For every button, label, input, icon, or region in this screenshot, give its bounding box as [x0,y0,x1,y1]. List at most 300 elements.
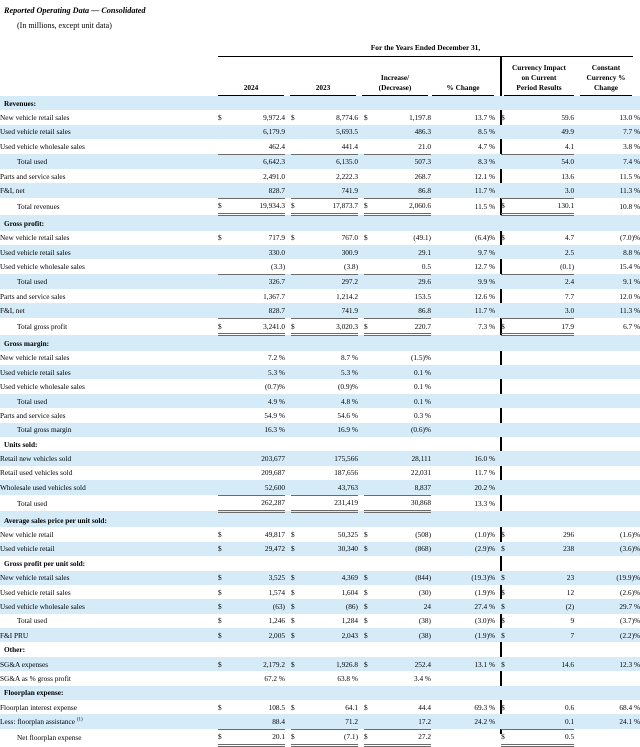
col-header-increase: Increase/ (Decrease) [362,73,428,93]
value-2023: 4.8 % [303,394,358,408]
row-label: Total used [0,394,218,408]
row-label: Used vehicle wholesale sales [0,382,85,392]
value-constant-currency-pct: 24.1 % [574,714,640,729]
currency-symbol [218,466,230,480]
value-currency-impact [513,671,574,685]
row-label: Parts and service sales [0,171,66,181]
table-row [0,198,640,214]
row-label: Total used [0,154,218,169]
value-constant-currency-pct: 11.5 % [619,171,640,181]
currency-symbol: $ [218,542,230,556]
currency-symbol: $ [218,657,230,671]
value-2024: 2,005 [230,628,285,642]
currency-symbol: $ [364,616,368,626]
row-label: Used vehicle retail sales [0,125,218,139]
currency-symbol [218,245,230,259]
currency-symbol [364,408,376,422]
value-currency-impact: 4.1 [564,141,575,151]
value-increase: (844) [376,571,431,585]
value-pct-change [431,351,495,365]
value-currency-impact [513,480,574,495]
value-constant-currency-pct: 13.0 % [619,113,640,123]
table-row [0,451,640,465]
col-header-constant-currency: Constant Currency % Change [580,63,632,93]
value-constant-currency-pct [574,394,640,408]
section-title: Revenues: [0,96,495,110]
currency-symbol: $ [218,599,230,613]
value-currency-impact [513,466,574,480]
value-2023: 1,604 [341,587,358,597]
value-pct-change: 27.4 % [431,599,495,613]
section-header-gp-per-unit [0,556,640,570]
currency-symbol: $ [218,113,222,123]
currency-symbol: $ [501,628,513,642]
value-2024: 1,246 [268,616,285,626]
value-pct-change: 12.1 % [474,171,496,181]
currency-symbol: $ [218,198,230,214]
table-row [0,700,640,714]
table-row [0,139,640,154]
value-pct-change: 13.7 % [474,113,496,123]
section-header-floorplan [0,686,640,700]
currency-symbol: $ [501,571,513,585]
value-pct-change: 12.6 % [474,291,496,301]
value-increase: 2,060.6 [376,198,431,214]
row-label: F&I, net [0,303,218,318]
currency-symbol: $ [501,702,505,712]
table-row [0,154,640,169]
value-constant-currency-pct: 7.7 % [574,125,640,139]
value-pct-change: 4.7 % [478,142,496,152]
value-2024: 1,367.7 [263,291,285,301]
footnote-marker: (1) [76,717,83,723]
value-2024: 20.1 [230,729,285,745]
value-increase: (49.1) [413,233,431,243]
section-header-avg-price [0,511,640,527]
currency-symbol: $ [218,616,222,626]
value-2023: 231,419 [303,495,358,511]
value-currency-impact: 130.1 [513,198,574,214]
value-increase: 486.3 [376,125,431,139]
value-2023: 2,043 [303,628,358,642]
currency-symbol: $ [364,628,376,642]
value-2023: 187,656 [334,468,358,478]
currency-symbol [501,714,513,729]
row-label: Wholesale used vehicles sold [0,480,218,495]
value-increase: 0.5 [421,261,431,271]
col-header-pct-change: % Change [432,83,494,93]
currency-symbol [501,671,513,685]
currency-symbol [291,351,303,365]
value-increase: 30,868 [376,495,431,511]
value-increase: (30) [418,587,431,597]
value-pct-change [431,729,495,745]
table-row [0,110,640,124]
value-2023: 2,222.3 [336,171,358,181]
value-pct-change: (1.9)% [475,587,496,597]
value-2024: 9,972.4 [263,113,285,123]
value-increase: 0.1 % [413,382,431,392]
row-label: New vehicle retail sales [0,233,70,243]
value-currency-impact: 54.0 [513,154,574,169]
value-2024: 330.0 [230,245,285,259]
table-row [0,408,640,422]
value-pct-change: 11.7 % [431,183,495,198]
currency-symbol: $ [291,198,303,214]
value-pct-change: 9.9 % [431,274,495,289]
value-constant-currency-pct: 8.8 % [574,245,640,259]
value-currency-impact: 7.7 [564,291,575,301]
currency-symbol [501,480,513,495]
col-header-2024: 2024 [218,83,284,93]
row-label: Less: floorplan assistance $^{(1)}$ [0,714,218,729]
currency-symbol: $ [501,599,513,613]
currency-symbol [291,169,303,183]
currency-symbol [218,303,230,318]
value-currency-impact: 7 [513,628,574,642]
row-label: Total gross profit [17,322,68,332]
table-row [0,571,640,585]
section-title: Other: [4,645,26,655]
currency-symbol [291,303,303,318]
value-pct-change: 11.7 % [431,303,495,318]
table-row [0,125,640,139]
currency-symbol [501,351,513,365]
value-pct-change: (1.9)% [431,628,495,642]
col-header-2023: 2023 [290,83,356,93]
row-label: Total revenues [17,201,60,211]
value-2024: 828.7 [230,303,285,318]
value-currency-impact: (2) [513,599,574,613]
currency-symbol [291,408,303,422]
value-constant-currency-pct: (7.0)% [620,233,640,243]
value-2023: 1,214.2 [336,291,358,301]
table-row [0,657,640,671]
value-2023: (7.1) [303,729,358,745]
value-2024: 108.5 [268,702,285,712]
table-row [0,542,640,556]
value-constant-currency-pct: (1.6)% [620,530,640,540]
value-increase: 86.8 [376,183,431,198]
currency-symbol [291,274,303,289]
currency-symbol [218,259,230,274]
value-2024: 5.3 % [230,365,285,379]
period-header-rule [218,56,633,57]
currency-symbol [364,351,376,365]
table-row [0,599,640,613]
value-pct-change: 8.3 % [431,154,495,169]
value-pct-change [431,671,495,685]
currency-symbol [364,259,376,274]
value-2023: 71.2 [303,714,358,729]
value-constant-currency-pct [574,495,640,511]
currency-symbol [218,423,230,437]
value-pct-change [431,423,495,437]
col-header-currency-impact: Currency Impact on Current Period Results [504,63,574,93]
row-label: Retail new vehicles sold [0,451,218,465]
table-row [0,259,640,274]
row-label: F&I, net [0,183,218,198]
value-increase: 29.1 [376,245,431,259]
currency-symbol [291,714,303,729]
currency-symbol [218,394,230,408]
value-pct-change [431,394,495,408]
currency-symbol: $ [291,657,303,671]
currency-symbol [291,125,303,139]
value-2023: 3,020.3 [303,318,358,334]
currency-symbol [501,125,513,139]
value-pct-change: 20.2 % [431,480,495,495]
currency-symbol: $ [291,729,303,745]
value-currency-impact: 3.0 [513,303,574,318]
value-2023: 50,325 [337,530,358,540]
currency-symbol [218,408,230,422]
value-increase: 0.1 % [376,365,431,379]
currency-symbol [364,154,376,169]
value-currency-impact [513,394,574,408]
currency-symbol: $ [501,530,505,540]
value-2024: 209,687 [261,468,285,478]
value-constant-currency-pct: 7.4 % [574,154,640,169]
table-row [0,628,640,642]
value-pct-change: 11.5 % [474,201,496,211]
row-label: New vehicle retail sales [0,353,70,363]
value-2023: 43,763 [303,480,358,495]
value-2024: 6,642.3 [230,154,285,169]
table-row [0,289,640,303]
value-2024: 29,472 [230,542,285,556]
currency-symbol [501,423,513,437]
value-2023: 8.7 % [340,353,358,363]
row-label: Total used [0,274,218,289]
value-increase: 0.1 % [376,394,431,408]
value-pct-change: 8.5 % [431,125,495,139]
row-label: New vehicle retail sales [0,571,218,585]
currency-symbol [364,423,376,437]
row-label: Used vehicle wholesale sales [0,142,85,152]
value-currency-impact: 9 [570,616,575,626]
currency-symbol: $ [291,113,295,123]
section-header-other [0,642,640,656]
currency-symbol [218,154,230,169]
value-pct-change: (1.0)% [475,530,496,540]
value-pct-change: (2.9)% [431,542,495,556]
value-2024: 54.9 % [264,410,285,420]
currency-symbol [364,466,376,480]
currency-symbol: $ [501,587,505,597]
row-label: Net floorplan expense [17,732,82,742]
row-label: Used vehicle retail sales [0,587,71,597]
value-2024: 717.9 [268,233,285,243]
currency-symbol [364,495,376,511]
table-row [0,423,640,437]
currency-symbol: $ [291,587,295,597]
value-pct-change: 12.7 % [474,262,496,272]
table-row [0,466,640,480]
currency-symbol: $ [291,599,303,613]
report-title: Reported Operating Data — Consolidated [4,6,146,15]
table-row [0,183,640,198]
value-constant-currency-pct: (19.9)% [574,571,640,585]
value-2024: 49,817 [264,530,285,540]
value-currency-impact: 12 [566,587,575,597]
currency-symbol [291,423,303,437]
currency-symbol: $ [501,318,513,334]
value-currency-impact: 49.9 [513,125,574,139]
value-increase: 220.7 [376,318,431,334]
currency-symbol: $ [291,616,295,626]
value-constant-currency-pct: (3.6)% [574,542,640,556]
currency-symbol [364,451,376,465]
currency-symbol [501,183,513,198]
value-increase: (38) [376,628,431,642]
value-increase: 21.0 [418,141,431,151]
value-2023: 1,926.8 [303,657,358,671]
value-pct-change: 13.3 % [474,498,496,508]
value-pct-change: 16.0 % [431,451,495,465]
currency-symbol [218,379,230,393]
section-header-gross-margin [0,335,640,351]
currency-symbol [291,365,303,379]
value-currency-impact: 14.6 [513,657,574,671]
value-currency-impact: 2.4 [513,274,574,289]
value-constant-currency-pct: 9.1 % [574,274,640,289]
value-2023: 741.9 [303,303,358,318]
currency-symbol [364,169,376,183]
value-constant-currency-pct [574,408,640,422]
value-2024: 262,287 [230,495,285,511]
value-currency-impact: 4.7 [564,233,575,243]
value-2024: 3,525 [230,571,285,585]
currency-symbol [501,365,513,379]
currency-symbol: $ [364,657,376,671]
currency-symbol: $ [501,616,505,626]
value-2023: 54.6 % [337,410,358,420]
value-constant-currency-pct: (2.2)% [574,628,640,642]
currency-symbol [291,139,303,154]
value-2024: (63) [230,599,285,613]
value-2024: 6,179.9 [230,125,285,139]
row-label: Total used [17,616,48,626]
currency-symbol: $ [218,702,222,712]
currency-symbol [501,394,513,408]
table-row [0,394,640,408]
currency-symbol: $ [364,233,368,243]
value-currency-impact: 0.5 [513,729,574,745]
currency-symbol [218,495,230,511]
value-increase: (868) [376,542,431,556]
value-pct-change: 24.2 % [431,714,495,729]
currency-symbol [364,183,376,198]
value-increase: (0.6)% [376,423,431,437]
value-currency-impact: 23 [513,571,574,585]
value-currency-impact: 0.1 [513,714,574,729]
value-2023: 8,774.6 [336,113,358,123]
table-row [0,714,640,729]
value-increase: 86.8 [376,303,431,318]
value-increase: 17.2 [376,714,431,729]
value-2024: (0.7)% [264,382,285,392]
currency-symbol: $ [218,530,222,540]
currency-symbol [501,245,513,259]
currency-symbol [291,154,303,169]
section-title: Gross profit: [0,215,495,231]
row-label: SG&A as % gross profit [0,673,71,683]
currency-symbol: $ [364,729,376,745]
value-constant-currency-pct: 68.4 % [619,702,640,712]
currency-symbol: $ [364,113,368,123]
value-2024: 828.7 [230,183,285,198]
table-row [0,614,640,628]
section-title: Gross profit per unit sold: [4,558,86,568]
value-2024: (3.3) [271,261,285,271]
value-2023: 297.2 [303,274,358,289]
value-2023: 6,135.0 [303,154,358,169]
row-label: Parts and service sales [0,291,66,301]
row-label: Floorplan interest expense [0,702,78,712]
value-currency-impact [513,365,574,379]
value-2024: 52,600 [230,480,285,495]
currency-symbol [291,495,303,511]
currency-symbol [218,289,230,303]
currency-symbol [218,351,230,365]
value-2024: 462.4 [268,141,285,151]
value-increase: 507.3 [376,154,431,169]
row-label: Used vehicle wholesale sales [0,262,85,272]
row-label: Used vehicle wholesale sales [0,599,218,613]
value-2024: 1,574 [268,587,285,597]
row-label: Total gross margin [0,423,218,437]
value-increase: 22,031 [410,468,431,478]
value-2024: 19,934.3 [230,198,285,214]
currency-symbol [364,671,376,685]
value-2023: (0.9)% [337,382,358,392]
currency-symbol: $ [218,233,222,243]
value-pct-change: 7.3 % [478,322,496,332]
currency-symbol: $ [218,318,230,334]
value-constant-currency-pct [574,480,640,495]
currency-symbol [364,125,376,139]
section-title: Gross margin: [0,335,495,351]
value-constant-currency-pct: (3.7)% [620,616,640,626]
value-constant-currency-pct: 10.8 % [619,201,640,211]
currency-symbol [218,183,230,198]
value-2023: 16.9 % [303,423,358,437]
currency-symbol [291,183,303,198]
currency-symbol [501,274,513,289]
currency-symbol [501,466,513,480]
value-currency-impact: 3.0 [513,183,574,198]
currency-symbol [291,394,303,408]
value-currency-impact: 17.9 [513,318,574,334]
row-label: New vehicle retail sales [0,113,70,123]
row-label: Retail used vehicles sold [0,468,73,478]
currency-symbol: $ [291,233,295,243]
currency-symbol: $ [364,542,376,556]
currency-symbol [364,365,376,379]
currency-symbol [364,289,376,303]
currency-symbol [364,139,376,154]
value-pct-change: 13.1 % [431,657,495,671]
table-row [0,274,640,289]
currency-symbol: $ [218,571,230,585]
value-constant-currency-pct [574,423,640,437]
value-increase: 268.7 [414,171,431,181]
currency-symbol [364,714,376,729]
value-increase: (1.5)% [410,353,431,363]
currency-symbol [364,480,376,495]
value-2023: 64.1 [345,702,358,712]
